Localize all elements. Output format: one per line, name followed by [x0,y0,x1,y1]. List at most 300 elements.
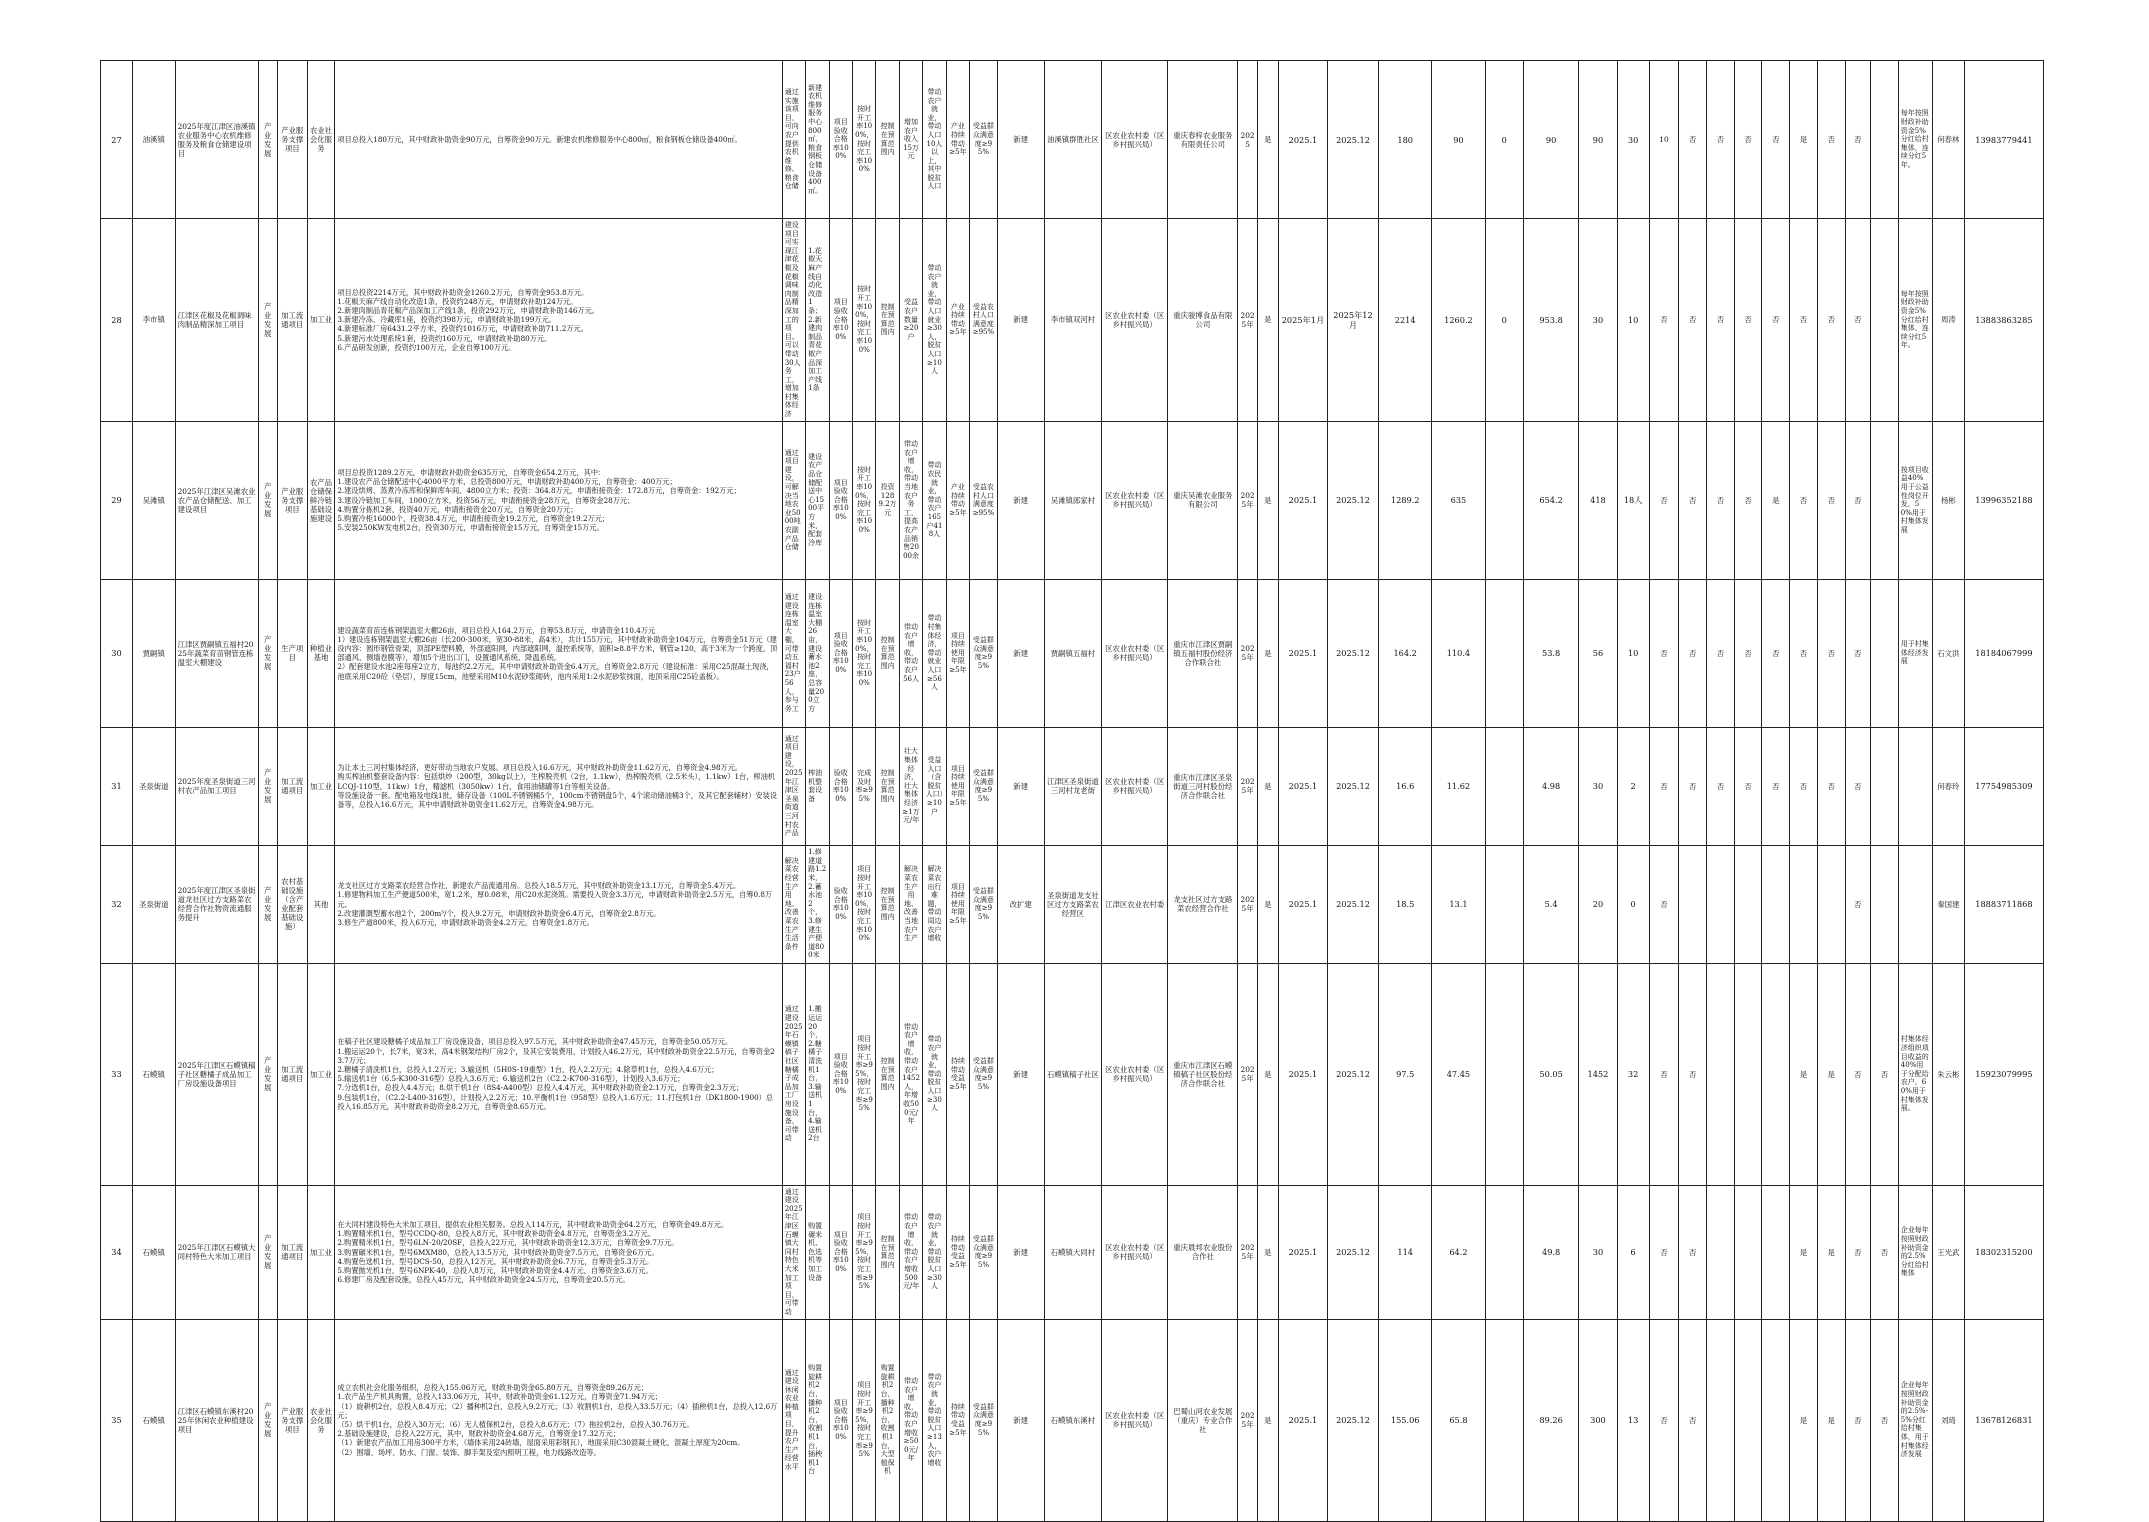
cost-cell: 控制在预算范围内 [876,219,899,422]
subcategory-cell: 加工流通项目 [277,963,307,1185]
start-cell: 2025.1 [1278,963,1327,1185]
location-cell: 圣泉街道龙支社区过方支路菜农经营区 [1044,845,1102,963]
build-type-cell: 新建 [997,219,1044,422]
other-fiscal-cell: 0 [1485,219,1523,422]
social-benefit-cell: 带动农户就业，带动人口10人以上，其中脱贫人口 [923,61,946,219]
beneficiary-households-cell: 30 [1579,727,1617,845]
beneficiary-poor-cell: 30 [1617,61,1649,219]
output-target-cell: 解决菜农经营生产用地、改善菜农生产生活条件 [782,845,805,963]
build-type-cell: 新建 [997,61,1044,219]
flag-cell: 否 [1762,727,1790,845]
start-cell: 2025.1 [1278,421,1327,579]
quality-cell: 项目验收合格率100% [829,1185,852,1319]
year-cell: 2025年 [1238,963,1257,1185]
flag-cell [1734,1185,1762,1319]
flag-cell: 否 [1790,727,1818,845]
flag-cell [1817,845,1845,963]
output-target-cell: 建设项目可实现江津花椒及花椒调味肉制品精深加工的项目。可以带动30人务工，增加村集体经济 [782,219,805,422]
location-cell: 石蟆镇东溪村 [1044,1319,1102,1521]
flag-cell [1790,845,1818,963]
flag-cell: 是 [1817,1319,1845,1521]
end-cell: 2025.12 [1327,1185,1378,1319]
content-cell: 建设蔬菜育苗连栋钢架温室大棚26亩，项目总投入164.2万元，自筹53.8万元，申请资金110.4万元 1）建设连栋钢架温室大棚26亩（长200-300米，宽30-88米，高4米），共计155万元，其中财政补助资金104万元，自筹资金51万元（建设内容：圆形钢管骨架，顶部PE塑料膜，外部遮阳网，内部遮阳网，温控系统等，面积≥8.8平方米，钢管≥120，高于3米为一个跨度，顶部通风、侧墙卷膜等），增加5个进出口门，设置通风系统、降温系统。 2）配套建设水池2座每座2立方，每池约2.2万元，其中申请财政补助资金6.4万元，自筹资金2.8万元（建设标准：采用C25混凝土现浇，池底采用C20砼（垫层），厚度15cm，池壁采用M10水泥砂浆砌砖，池内采用1:2水泥砂浆抹面，池顶采用C25砼盖板）。 [335,579,782,727]
subcategory-cell: 加工流通项目 [277,219,307,422]
output-quantity-cell: 购置旋耕机2台，播种机2台，收割机1台，插秧机1台 [806,1319,829,1521]
social-benefit-cell: 带动农民就业，带动农户165户418人 [923,421,946,579]
location-cell: 李市镇双河村 [1044,219,1102,422]
flag-cell: 否 [1845,727,1871,845]
beneficiary-flag-cell: 否 [1649,219,1679,422]
quality-cell: 验收合格率100% [829,727,852,845]
table-row [101,963,2044,1185]
satisfaction-cell: 受益群众满意度≥95% [970,579,998,727]
category-cell: 产业发展 [258,61,277,219]
mechanism-cell: 按项目收益40%用于公益性岗位开发，50%用于村集体发展 [1898,421,1932,579]
mechanism-cell: 企业每年按照财政补助资金的2.5%分红给村集体 [1898,1185,1932,1319]
social-benefit-cell: 带动农户就业，带动脱贫人口≥13人，农户增收 [923,1319,946,1521]
mechanism-cell: 每年按照财政补助资金5%分红给村集体，连续分红5年。 [1898,219,1932,422]
quality-cell: 项目验收合格率100% [829,61,852,219]
table-row [101,1185,2044,1319]
table-row [101,421,2044,579]
project-name: 2025年度江津区圣泉街道龙社区过方支路菜农经营合作社物资流通服务提升 [175,845,258,963]
row-number: 33 [101,963,133,1185]
self-fund-cell: 50.05 [1523,963,1578,1185]
social-benefit-cell: 受益人口（含脱贫人口）≥10户 [923,727,946,845]
category-cell: 产业发展 [258,845,277,963]
sustain-cell: 持续带动受益≥5年 [946,963,969,1185]
flag-cell: 否 [1734,219,1762,422]
flag-cell: 否 [1762,219,1790,422]
table-row [101,61,2044,219]
output-target-cell: 通过建设2025年江津区石蟆镇大同村特色大米加工项目，可带动 [782,1185,805,1319]
table-row [101,727,2044,845]
flag-cell: 否 [1734,727,1762,845]
subtype-cell: 农产品仓储保鲜冷链基础设施建设 [307,421,335,579]
owner-cell: 重庆晨邦农业股份合作社 [1168,1185,1238,1319]
flag-cell: 否 [1734,61,1762,219]
flag-cell [1707,845,1735,963]
satisfaction-cell: 受益群众满意度≥95% [970,1319,998,1521]
flag-cell [1871,421,1899,579]
project-name: 2025年江津区石蟆镇稿子社区糖橘子成品加工厂房设施设备项目 [175,963,258,1185]
social-benefit-cell: 解决菜农出行难题，带动周边农户增收 [923,845,946,963]
location-cell: 石蟆镇大同村 [1044,1185,1102,1319]
flag-cell: 否 [1679,579,1707,727]
total-investment-cell: 2214 [1379,219,1432,422]
row-number: 28 [101,219,133,422]
content-cell: 项目总投资2214万元，其中财政补助资金1260.2万元，自筹资金953.8万元。 1.花椒天麻产线自动化改造1条，投资约248万元，申请财政补助124万元。 2.新建肉制品青花椒产品深加工产线1条，投资292万元，申请财政补助146万元。 3.新建冷冻、冷藏库1座，投资约398万元，申请财政补助199万元。 4.新建标准厂房6431.2平方米，投资约1016万元，申请财政补助711.2万元。 5.新建污水处理系统1套，投资约160万元，申请财政补助80万元。 6.产品研发创新，投资约100万元，企业自筹100万元。 [335,219,782,422]
category-cell: 产业发展 [258,219,277,422]
category-cell: 产业发展 [258,579,277,727]
other-fiscal-cell: 0 [1485,61,1523,219]
self-fund-cell: 654.2 [1523,421,1578,579]
subcategory-cell: 加工流通项目 [277,1185,307,1319]
flag-cell: 否 [1679,1185,1707,1319]
economic-benefit-cell: 带动农户增收，带动农户1452人，年增收500元/年 [899,963,922,1185]
plan-cell: 是 [1257,1319,1278,1521]
subcategory-cell: 产业服务支撑项目 [277,421,307,579]
flag-cell: 是 [1762,421,1790,579]
category-cell: 产业发展 [258,421,277,579]
fiscal-fund-cell: 13.1 [1432,845,1485,963]
fiscal-fund-cell: 90 [1432,61,1485,219]
beneficiary-flag-cell: 否 [1649,579,1679,727]
project-name: 江津区贾嗣镇五福村2025年蔬菜育苗钢管连栋温室大棚建设 [175,579,258,727]
flag-cell: 否 [1679,963,1707,1185]
quality-cell: 项目验收合格率100% [829,963,852,1185]
contact-cell: 秦国建 [1932,845,1964,963]
output-quantity-cell: 1.花椒天麻产线自动化改造1条；2.新建肉制品青花椒产品深加工产线1条 [806,219,829,422]
total-investment-cell: 18.5 [1379,845,1432,963]
plan-cell: 是 [1257,1185,1278,1319]
flag-cell: 是 [1790,963,1818,1185]
town-cell: 石蟆镇 [132,963,175,1185]
plan-cell: 是 [1257,61,1278,219]
flag-cell: 否 [1734,421,1762,579]
output-quantity-cell: 1.搬运运20个，2.糖橘子清洗机1台，3.输送机1台，4.输送机2台 [806,963,829,1185]
phone-cell: 18184067999 [1964,579,2043,727]
mechanism-cell: 每年按照财政补助资金5%分红给村集体，连续分红5年。 [1898,61,1932,219]
beneficiary-poor-cell: 10 [1617,219,1649,422]
self-fund-cell: 49.8 [1523,1185,1578,1319]
total-investment-cell: 155.06 [1379,1319,1432,1521]
cost-cell: 控制在预算范围内 [876,579,899,727]
flag-cell [1762,1185,1790,1319]
row-number: 32 [101,845,133,963]
self-fund-cell: 53.8 [1523,579,1578,727]
flag-cell: 否 [1817,579,1845,727]
flag-cell: 否 [1707,61,1735,219]
end-cell: 2025.12 [1327,727,1378,845]
flag-cell: 否 [1762,61,1790,219]
flag-cell [1707,963,1735,1185]
other-fiscal-cell [1485,727,1523,845]
flag-cell [1707,1185,1735,1319]
flag-cell [1871,61,1899,219]
contact-cell: 石文洪 [1932,579,1964,727]
location-cell: 江津区圣泉街道三河村龙老街 [1044,727,1102,845]
contact-cell: 何春林 [1932,61,1964,219]
total-investment-cell: 114 [1379,1185,1432,1319]
beneficiary-households-cell: 56 [1579,579,1617,727]
satisfaction-cell: 受益群众满意度≥95% [970,61,998,219]
plan-cell: 是 [1257,845,1278,963]
table-row [101,845,2044,963]
content-cell: 项目总投资1289.2万元，申请财政补助资金635万元，自筹资金654.2万元，其中： 1.建设农产品仓储配送中心4000平方米，总投资800万元，申请财政补助400万元，自筹资金：400万元； 2.建设烘烤、蒸煮冷冻库和保鲜库车间、4800立方米；投资：364.8万元，申请衔接资金：172.8万元，自筹资金：192万元； 3.建设冷链加工车间，1000立方米，投资56万元，申请衔接资金28万元，自筹资金28万元； 4.购置分拣机2套，投资40万元，申请衔接资金20万元，自筹资金20万元； 5.购置冷柜16000个，投资38.4万元，申请衔接资金19.2万元，自筹资金19.2万元； 5.安装250KW发电机2台，投资30万元，申请衔接资金15万元，自筹资金15万元。 [335,421,782,579]
other-fiscal-cell [1485,579,1523,727]
beneficiary-households-cell: 30 [1579,219,1617,422]
social-benefit-cell: 带动农户就业，带动人口就业≥30人，脱贫人口≥10人 [923,219,946,422]
flag-cell: 否 [1845,845,1871,963]
total-investment-cell: 97.5 [1379,963,1432,1185]
year-cell: 2025年 [1238,845,1257,963]
beneficiary-poor-cell: 10 [1617,579,1649,727]
economic-benefit-cell: 壮大集体经济，壮大集体经济≥1万元/年 [899,727,922,845]
other-fiscal-cell [1485,1185,1523,1319]
flag-cell: 否 [1845,219,1871,422]
beneficiary-flag-cell: 否 [1649,421,1679,579]
satisfaction-cell: 受益群众满意度≥95% [970,1185,998,1319]
phone-cell: 18302315200 [1964,1185,2043,1319]
phone-cell: 13678126831 [1964,1319,2043,1521]
cost-cell: 投资1289.2万元 [876,421,899,579]
fiscal-fund-cell: 64.2 [1432,1185,1485,1319]
mechanism-cell: 用于村集体经济发展 [1898,579,1932,727]
flag-cell: 否 [1707,579,1735,727]
flag-cell: 否 [1734,579,1762,727]
sustain-cell: 产业持续带动≥5年 [946,219,969,422]
flag-cell: 否 [1817,219,1845,422]
sustain-cell: 产业持续带动≥5年 [946,61,969,219]
row-number: 27 [101,61,133,219]
flag-cell: 否 [1817,61,1845,219]
build-type-cell: 新建 [997,1185,1044,1319]
row-number: 34 [101,1185,133,1319]
row-number: 30 [101,579,133,727]
timeliness-cell: 完成及时率≥95% [852,727,875,845]
timeliness-cell: 项目按时开工率≥95%，按时完工率≥95% [852,1185,875,1319]
town-cell: 吴滩镇 [132,421,175,579]
build-type-cell: 改扩建 [997,845,1044,963]
beneficiary-households-cell: 1452 [1579,963,1617,1185]
other-fiscal-cell [1485,963,1523,1185]
fiscal-fund-cell: 65.8 [1432,1319,1485,1521]
flag-cell [1734,963,1762,1185]
self-fund-cell: 4.98 [1523,727,1578,845]
flag-cell: 否 [1871,1185,1899,1319]
satisfaction-cell: 受益群众满意度≥95% [970,963,998,1185]
flag-cell [1679,845,1707,963]
timeliness-cell: 按时开工率100%，按时完工率100% [852,579,875,727]
output-target-cell: 通过项目建设，可解决当地农业5000吨农副产品仓储 [782,421,805,579]
flag-cell: 否 [1871,963,1899,1185]
dept-cell: 区农业农村委（区乡村振兴局） [1102,421,1168,579]
subtype-cell: 农业社会化服务 [307,61,335,219]
build-type-cell: 新建 [997,579,1044,727]
satisfaction-cell: 受益农村人口满意度≥95% [970,421,998,579]
town-cell: 石蟆镇 [132,1319,175,1521]
cost-cell: 控制在预算范围内 [876,1185,899,1319]
owner-cell: 重庆骏博食品有限公司 [1168,219,1238,422]
location-cell: 石蟆镇稿子社区 [1044,963,1102,1185]
social-benefit-cell: 带动村集体经济，带动就业人口≥56人 [923,579,946,727]
flag-cell: 否 [1679,219,1707,422]
economic-benefit-cell: 带动农户增收，带动农户56人 [899,579,922,727]
output-target-cell: 通过建设连栋温室大棚，可带动五福村23户56人，参与务工 [782,579,805,727]
cost-cell: 控制在预算范围内 [876,845,899,963]
timeliness-cell: 项目按时开工率100%，按时完工率100% [852,845,875,963]
flag-cell: 是 [1790,1185,1818,1319]
project-name: 2025年度江津区油溪镇农业服务中心农机维修服务及粮食仓储建设项目 [175,61,258,219]
timeliness-cell: 项目按时开工率≥95%，按时完工率≥95% [852,1319,875,1521]
cost-cell: 控制在预算范围内 [876,61,899,219]
flag-cell: 否 [1845,61,1871,219]
flag-cell: 否 [1845,1319,1871,1521]
phone-cell: 17754985309 [1964,727,2043,845]
year-cell: 2025年 [1238,421,1257,579]
end-cell: 2025.12 [1327,963,1378,1185]
output-quantity-cell: 建设连栋温室大棚26亩，建设蓄水池2座，总容量200立方 [806,579,829,727]
year-cell: 2025年 [1238,1319,1257,1521]
flag-cell [1762,1319,1790,1521]
content-cell: 为让本土三河村集体经济，更好带动当地农户发展。项目总投入16.6万元，其中财政补助资金11.62万元，自筹资金4.98万元。 购买榨油机整套设备内容：包括烘炒（200型，30kg以上），生榨脱壳机（2台，1.1kw），热榨脱壳机（2.5米头），1.1kw）1台，榨油机LCQJ-110型，11kw）1台，精滤机（3050kw）1台，食用油储罐等1台等相关设备。 等设施设备一套。配电箱及电线1批，储存设备（100L不锈钢桶5个，100cm不锈钢盘5个，4个滚动储油桶3个，及其它配套辅材）安装设备等，总投入16.6万元，其中申请财政补助资金11.62万元，自筹资金4.98万元。 [335,727,782,845]
social-benefit-cell: 带动农户就业，带动脱贫人口≥30人 [923,1185,946,1319]
year-cell: 2025年 [1238,219,1257,422]
project-name: 2025年江津区石蟆镇大同村特色大米加工项目 [175,1185,258,1319]
table-row [101,219,2044,422]
sustain-cell: 项目持续使用年限≥5年 [946,579,969,727]
category-cell: 产业发展 [258,963,277,1185]
flag-cell: 否 [1790,219,1818,422]
year-cell: 2025年 [1238,579,1257,727]
beneficiary-households-cell: 418 [1579,421,1617,579]
beneficiary-households-cell: 300 [1579,1319,1617,1521]
flag-cell: 是 [1817,963,1845,1185]
beneficiary-poor-cell: 0 [1617,845,1649,963]
content-cell: 在大同村建设特色大米加工项目，提供农业相关服务。总投入114万元，其中财政补助资金64.2万元，自筹资金49.8万元。 1.购置精米机1台，型号CCDQ-80，总投入8万元，其中财政补助资金4.8万元，自筹资金3.2万元。 2.购置精米机1台，型号6LN-20/20SF，总投入22万元，其中财政补助资金12.3万元，自筹资金9.7万元。 3.购置碾米机1台，型号6MXM80，总投入13.5万元，其中财政补助资金7.5万元，自筹资金6万元。 4.购置色选机1台，型号DCS-50，总投入12万元，其中财政补助资金6.7万元，自筹资金5.3万元。 5.购置抛光机1台，型号6NPK-40，总投入8万元，其中财政补助资金4.4万元，自筹资金3.6万元。 6.修建厂房及配套设施，总投入45万元，其中财政补助资金24.5万元，自筹资金20.5万元。 [335,1185,782,1319]
flag-cell: 否 [1707,421,1735,579]
table-row [101,1319,2044,1521]
flag-cell [1734,1319,1762,1521]
phone-cell: 13996352188 [1964,421,2043,579]
start-cell: 2025.1 [1278,845,1327,963]
output-quantity-cell: 建设农产品仓储配送中心1500平方米，配套冷库 [806,421,829,579]
phone-cell: 15923079995 [1964,963,2043,1185]
town-cell: 圣泉街道 [132,727,175,845]
contact-cell: 周涛 [1932,219,1964,422]
owner-cell: 龙支社区过方支路菜农经营合作社 [1168,845,1238,963]
flag-cell: 否 [1679,1319,1707,1521]
subcategory-cell: 生产项目 [277,579,307,727]
end-cell: 2025.12 [1327,61,1378,219]
output-quantity-cell: 1.修建道路1.2米，2.蓄水池2个，3.修建生产便道800米 [806,845,829,963]
fiscal-fund-cell: 635 [1432,421,1485,579]
location-cell: 油溪镇群胜社区 [1044,61,1102,219]
subcategory-cell: 农村基础设施（含产业配套基础设施） [277,845,307,963]
year-cell: 2025年 [1238,1185,1257,1319]
beneficiary-poor-cell: 18人 [1617,421,1649,579]
flag-cell: 否 [1679,61,1707,219]
category-cell: 产业发展 [258,1319,277,1521]
location-cell: 贾嗣镇五福村 [1044,579,1102,727]
start-cell: 2025.1 [1278,579,1327,727]
location-cell: 吴滩镇郎家村 [1044,421,1102,579]
self-fund-cell: 89.26 [1523,1319,1578,1521]
flag-cell: 否 [1679,421,1707,579]
beneficiary-flag-cell: 否 [1649,1185,1679,1319]
fiscal-fund-cell: 1260.2 [1432,219,1485,422]
self-fund-cell: 90 [1523,61,1578,219]
start-cell: 2025.1 [1278,61,1327,219]
town-cell: 贾嗣镇 [132,579,175,727]
subcategory-cell: 产业服务支撑项目 [277,1319,307,1521]
plan-cell: 是 [1257,963,1278,1185]
flag-cell: 否 [1707,219,1735,422]
contact-cell: 何春玲 [1932,727,1964,845]
town-cell: 李市镇 [132,219,175,422]
flag-cell: 是 [1790,1319,1818,1521]
phone-cell: 13883863285 [1964,219,2043,422]
beneficiary-poor-cell: 2 [1617,727,1649,845]
phone-cell: 18883711868 [1964,845,2043,963]
content-cell: 项目总投入180万元，其中财政补助资金90万元，自筹资金90万元。新建农机维修服务中心800㎡，粮食钢板仓储设备400㎡。 [335,61,782,219]
flag-cell: 否 [1871,1319,1899,1521]
total-investment-cell: 180 [1379,61,1432,219]
project-name: 江津区花椒及花椒调味肉制品精深加工项目 [175,219,258,422]
build-type-cell: 新建 [997,727,1044,845]
start-cell: 2025.1 [1278,727,1327,845]
social-benefit-cell: 带动农户就业，带动脱贫人口≥30人 [923,963,946,1185]
beneficiary-poor-cell: 6 [1617,1185,1649,1319]
beneficiary-households-cell: 90 [1579,61,1617,219]
other-fiscal-cell [1485,421,1523,579]
plan-cell: 是 [1257,421,1278,579]
plan-cell: 是 [1257,727,1278,845]
sustain-cell: 产业持续带动≥5年 [946,421,969,579]
output-target-cell: 通过实施该项目，可向农户提供农机维修、粮食仓储 [782,61,805,219]
sustain-cell: 项目持续使用年限≥5年 [946,845,969,963]
output-target-cell: 通过项目建设，2025年江津区圣泉街道三河村农产品 [782,727,805,845]
start-cell: 2025.1 [1278,1319,1327,1521]
flag-cell [1707,1319,1735,1521]
subcategory-cell: 加工流通项目 [277,727,307,845]
flag-cell: 否 [1790,579,1818,727]
subtype-cell: 加工业 [307,727,335,845]
flag-cell [1871,845,1899,963]
dept-cell: 江津区农业农村委 [1102,845,1168,963]
total-investment-cell: 1289.2 [1379,421,1432,579]
contact-cell: 王光武 [1932,1185,1964,1319]
flag-cell: 否 [1845,963,1871,1185]
category-cell: 产业发展 [258,727,277,845]
flag-cell: 否 [1679,727,1707,845]
flag-cell [1871,579,1899,727]
plan-cell: 是 [1257,219,1278,422]
cost-cell: 购置旋耕机2台，播种机2台，收割机1台，大型植保机 [876,1319,899,1521]
owner-cell: 重庆吴滩农业服务有限公司 [1168,421,1238,579]
subcategory-cell: 产业服务支撑项目 [277,61,307,219]
flag-cell: 是 [1817,1185,1845,1319]
output-target-cell: 通过建设2025年石蟆镇稿子社区糖橘子成品加工厂房设施设备，可带动 [782,963,805,1185]
mechanism-cell: 企业每年按照财政补助资金的2.5%-5%分红给村集体，用于村集体经济发展 [1898,1319,1932,1521]
quality-cell: 项目验收合格率100% [829,421,852,579]
flag-cell: 否 [1762,579,1790,727]
content-cell: 龙支社区过方支路菜农经营合作社，新建农产品流通用房。总投入18.5万元，其中财政补助资金13.1万元，自筹资金5.4万元。 1.修建物料加工生产便道500米，宽1.2米，厚0.08米，用C20水泥浇筑。需要投入资金3.3万元，申请财政补助资金2.5万元，自筹0.8万元。 2.改建灌溉型蓄水池2个，200m³/个，投入9.2万元，申请财政补助资金6.4万元，自筹资金2.8万元。 3.修生产道800米，投入6万元，申请财政补助资金4.2万元，自筹资金1.8万元。 [335,845,782,963]
flag-cell: 否 [1707,727,1735,845]
end-cell: 2025年12月 [1327,219,1378,422]
timeliness-cell: 项目按时开工率≥95%，按时完工率≥95% [852,963,875,1185]
content-cell: 成立农机社会化服务组织，总投入155.06万元，财政补助资金65.80万元，自筹资金89.26万元； 1.农产品生产机具购置，总投入133.06万元，其中，财政补助资金61.12万元，自筹资金71.94万元； （1）旋耕机2台，总投入8.4万元；（2）播种机2台，总投入9.2万元；（3）收割机1台，总投入33.5万元；（4）插秧机1台，总投入12.6万元； （5）烘干机1台，总投入30万元；（6）无人植保机2台，总投入8.6万元；（7）拖拉机2台，总投入30.76万元。 2.基础设施建设，总投入22万元，其中，财政补助资金4.68万元，自筹资金17.32万元； （1）新建农产品加工用房300平方米，（墙体采用24砖墙，屋面采用彩钢瓦），地面采用C30混凝土硬化，混凝土厚度为20cm。 （2）围墙、场坪、防水、门窗、装饰、脚手架及室内照明工程，电力线路改造等。 [335,1319,782,1521]
beneficiary-households-cell: 30 [1579,1185,1617,1319]
table-body [101,61,2044,1522]
fiscal-fund-cell: 11.62 [1432,727,1485,845]
sustain-cell: 持续带动受益≥5年 [946,1185,969,1319]
owner-cell: 重庆春梓农业服务有限责任公司 [1168,61,1238,219]
economic-benefit-cell: 解决菜农生产用地、改善当地农户生产 [899,845,922,963]
row-number: 29 [101,421,133,579]
beneficiary-flag-cell: 否 [1649,1319,1679,1521]
town-cell: 油溪镇 [132,61,175,219]
contact-cell: 杨彬 [1932,421,1964,579]
beneficiary-flag-cell: 否 [1649,963,1679,1185]
dept-cell: 区农业农村委（区乡村振兴局） [1102,1319,1168,1521]
mechanism-cell [1898,845,1932,963]
owner-cell: 重庆市江津区石蟆镇稿子社区股份经济合作联合社 [1168,963,1238,1185]
total-investment-cell: 16.6 [1379,727,1432,845]
flag-cell: 是 [1790,61,1818,219]
owner-cell: 重庆市江津区贾嗣镇五福村股份经济合作联合社 [1168,579,1238,727]
